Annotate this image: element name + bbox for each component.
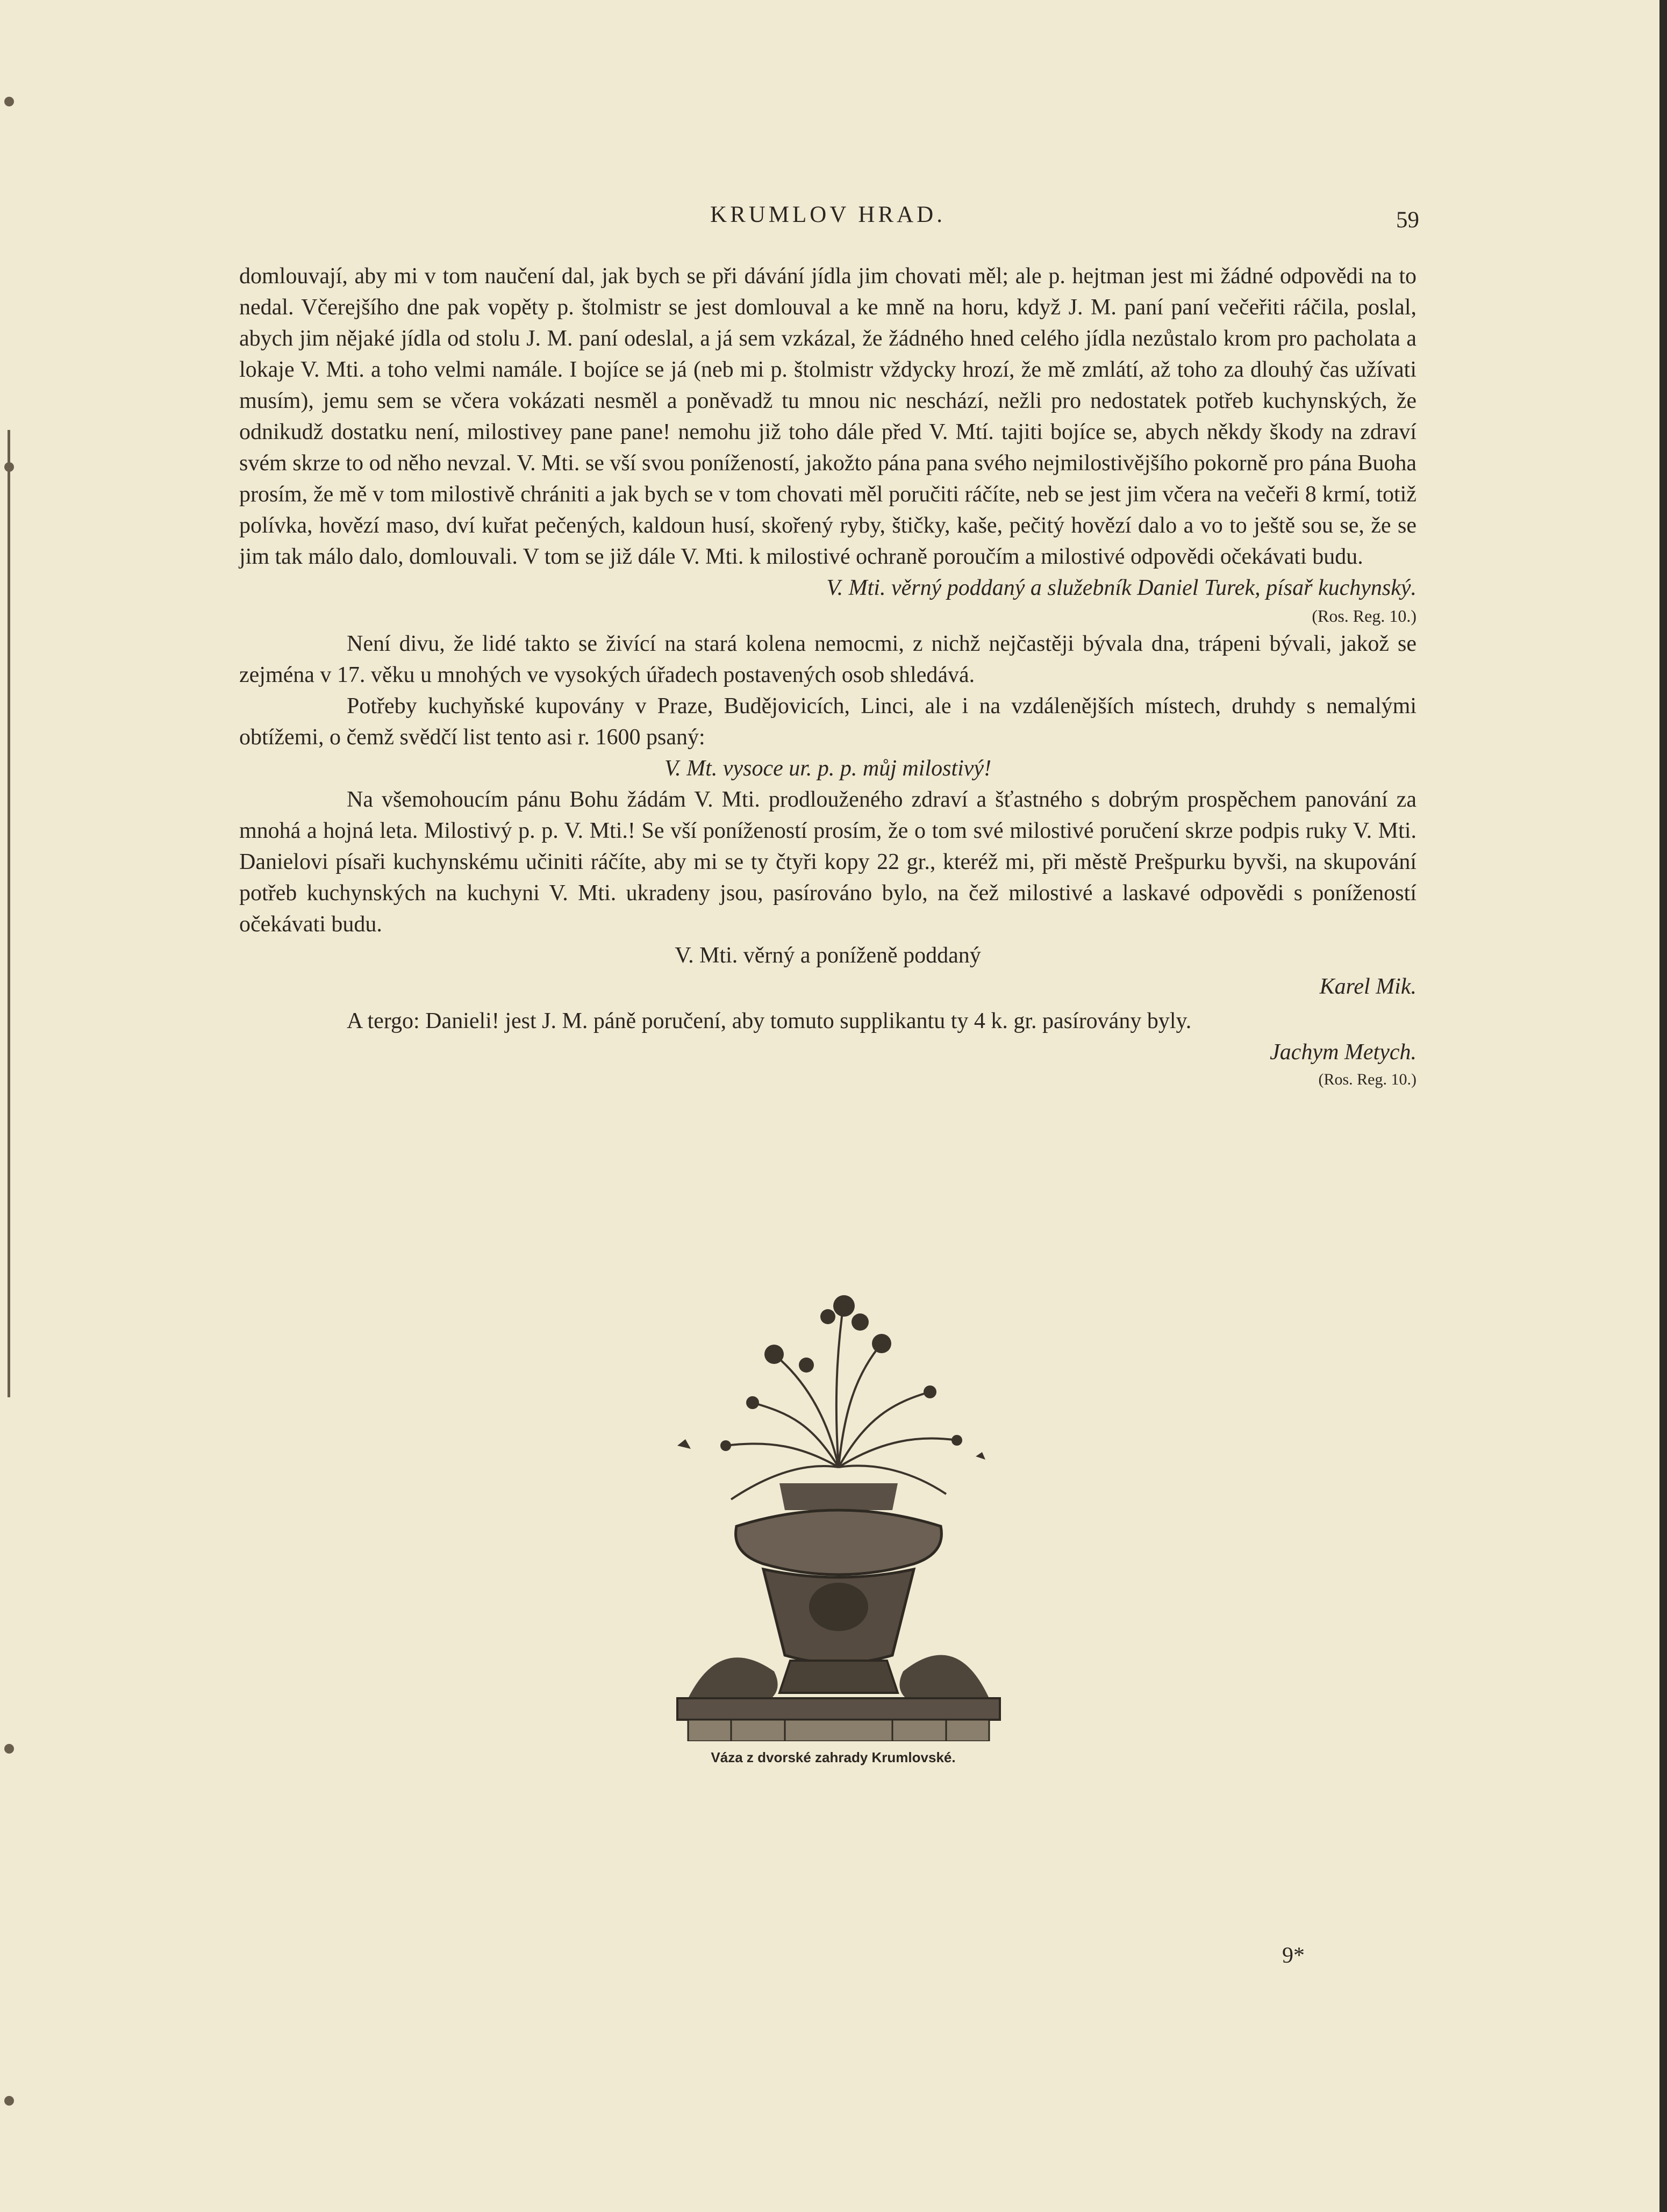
letter-salutation: V. Mt. vysoce ur. p. p. můj milostivý!	[664, 756, 992, 781]
reference-note: (Ros. Reg. 10.)	[1318, 1071, 1416, 1088]
page-number: 59	[1396, 207, 1419, 233]
signature-line: V. Mti. věrný poddaný a služebník Daniel Turek, písař kuchynský.	[826, 576, 1416, 600]
margin-mark	[4, 462, 14, 472]
paragraph: A tergo: Danieli! jest J. M. páně poručení, aby tomuto supplikantu ty 4 k. gr. pasírovány byly.	[347, 1009, 1192, 1033]
page-header	[242, 202, 1419, 245]
running-head: KRUMLOV HRAD.	[710, 202, 946, 227]
vase-engraving	[667, 1284, 1011, 1741]
margin-mark	[4, 2096, 14, 2106]
reference-note: (Ros. Reg. 10.)	[1312, 606, 1416, 626]
paragraph: Na všemohoucím pánu Bohu žádám V. Mti. prodlouženého zdraví a šťastného s dobrým prospěchem panování za mnohá a hojná leta. Milostivý p. p. V. Mti.! Se vší ponížeností prosím, že o tom své milostivé poručení skrze podpis ruky V. Mti. Danielovi písaři kuchynskému učiniti ráčíte, aby mi se ty čtyři kopy 22 gr., kteréž mi, při městě Prešpurku byvši, na skupování potřeb kuchynských na kuchyni V. Mti. ukradeny jsou, pasírováno bylo, na čež milostivé a laskavé odpovědi s ponížeností očekávati budu.	[239, 787, 1416, 937]
binding-margin-line	[8, 430, 10, 1397]
margin-mark	[4, 1744, 14, 1754]
vase-illustration	[667, 1284, 1011, 1741]
letter-closing: V. Mti. věrný a poníženě poddaný	[675, 943, 981, 968]
paragraph: domlouvají, aby mi v tom naučení dal, jak bych se při dávání jídla jim chovati měl; ale p. hejtman jest mi žádné odpovědi na to nedal. Včerejšího dne pak vopěty p. štolmistr se jest domlouval a ke mně na horu, když J. M. paní paní večeřiti ráčila, poslal, abych jim nějaké jídla od stolu J. M. paní odeslal, a já sem vzkázal, že žádného hned celého jídla nezůstalo krom pro pacholata a lokaje V. Mti. a toho velmi namále. I bojíce se já (neb mi p. štolmistr vždycky hrozí, že mě zmlátí, až toho za dlouhý čas užívati musím), jemu sem se včera vokázati nesměl a poněvadž tu mnou nic neschází, nežli pro nedostatek potřeb kuchynských, že odnikudž dostatku není, milostivey pane pane! nemohu již toho dále před V. Mtí. tajiti bojíce se, abych někdy škody na zdraví svém skrze to od něho nevzal. V. Mti. se vší svou ponížeností, jakožto pána pana svého nejmilostivějšího pokorně pro pána Buoha prosím, že mě v tom milostivě chrániti a jak bych se v tom chovati měl poručiti ráčíte, neb se jest jim včera na večeři 8 krmí, totiž polívka, hovězí maso, dví kuřat pečených, kaldoun husí, skořený ryby, štičky, kaše, pečitý hovězí dalo a vo to ještě sou se, že se jim tak málo dalo, domlouvali. V tom se již dále V. Mti. k milostivé ochraně poroučím a milostivé odpovědi očekávati budu.	[239, 264, 1416, 569]
paragraph: Není divu, že lidé takto se živící na stará kolena nemocmi, z nichž nejčastěji bývala dna, trápeni bývali, jakož se zejména v 17. věku u mnohých ve vysokých úřadech postavených osob shledává.	[239, 631, 1416, 687]
illustration-caption: Váza z dvorské zahrady Krumlovské.	[711, 1749, 956, 1765]
signature-name: Karel Mik.	[1319, 974, 1416, 999]
page-edge-shadow	[1659, 0, 1667, 2212]
margin-mark	[4, 97, 14, 106]
printer-signature-mark: 9*	[1282, 1943, 1305, 1968]
main-text	[239, 261, 1416, 1091]
paragraph: Potřeby kuchyňské kupovány v Praze, Budějovicích, Linci, ale i na vzdálenějších místech, druhdy s nemalými obtížemi, o čemž svědčí list tento asi r. 1600 psaný:	[239, 694, 1416, 750]
signature-name: Jachym Metych.	[1270, 1040, 1416, 1065]
